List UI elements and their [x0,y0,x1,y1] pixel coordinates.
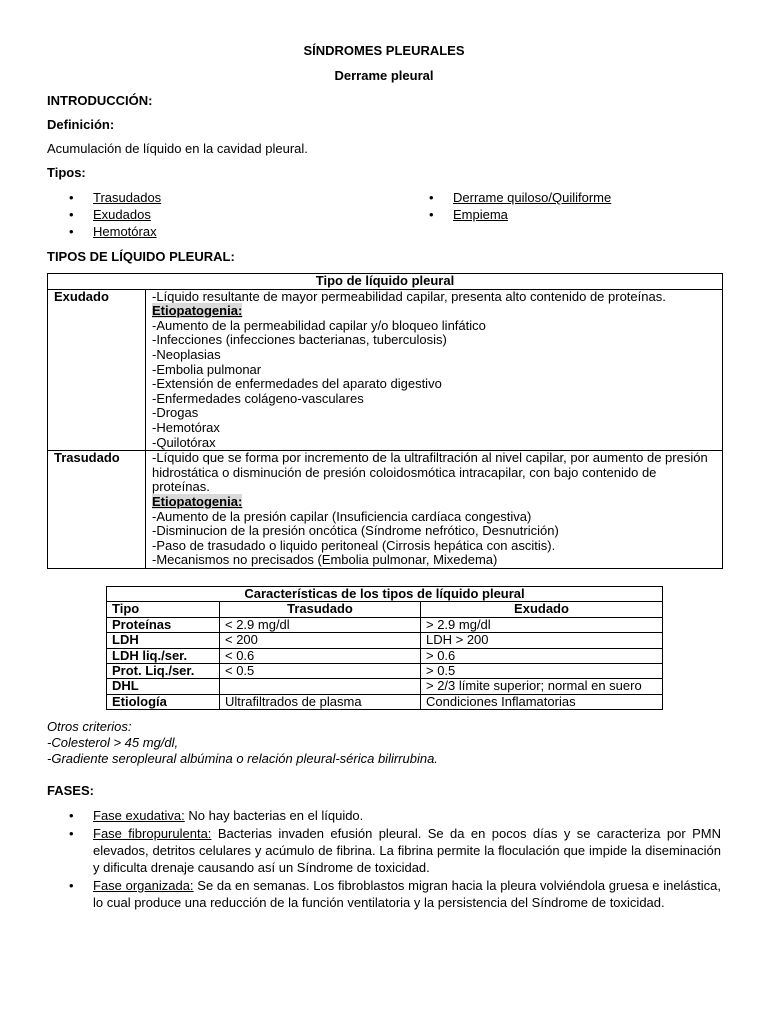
table-row [107,648,663,663]
other-criteria-item: -Gradiente seropleural albúmina o relación pleural-sérica bilirrubina. [47,751,438,767]
types-list-left [47,189,407,240]
header-tipo: Tipo [107,602,220,617]
type-derrame-quiloso: Derrame quiloso/Quiliforme [453,190,612,205]
trasudado-label: Trasudado [48,451,146,569]
exudado-cell [146,289,723,451]
phase-label: Fase organizada: [93,878,194,894]
list-item: -Mecanismos no precisados (Embolia pulmonar, Mixedema) [152,552,498,568]
table-cell: Condiciones Inflamatorias [421,694,663,709]
table-cell: > 0.5 [421,663,663,678]
other-criteria-item: -Colesterol > 45 mg/dl, [47,735,179,751]
table-row [107,617,663,632]
document-title: SÍNDROMES PLEURALES [303,43,465,58]
table-row [107,633,663,648]
row-label: DHL [107,679,220,694]
list-item [47,807,721,824]
list-item: -Enfermedades colágeno-vasculares [152,390,364,406]
table-row [107,694,663,709]
table-row [107,602,663,617]
table-cell [220,679,421,694]
table-row [107,679,663,694]
table-cell: > 2/3 límite superior; normal en suero [421,679,663,694]
list-item [47,877,721,911]
table-cell: Ultrafiltrados de plasma [220,694,421,709]
list-item [47,825,721,876]
type-empiema: Empiema [453,207,508,222]
phases-heading: FASES: [47,783,94,799]
list-item: -Paso de trasudado o liquido peritoneal (Cirrosis hepática con ascitis). [152,537,556,553]
table-row [107,663,663,678]
phase-label: Fase fibropurulenta: [93,826,212,842]
table-cell: LDH > 200 [421,633,663,648]
list-item [47,223,407,240]
header-trasudado: Trasudado [220,602,421,617]
exudado-etio-label: Etiopatogenia: [152,303,243,319]
fluid-table-title: Tipo de líquido pleural [48,274,723,290]
exudado-desc: -Líquido resultante de mayor permeabilidad capilar, presenta alto contenido de proteínas. [152,288,666,304]
document-subtitle: Derrame pleural [334,68,434,83]
list-item [47,189,407,206]
trasudado-cell [146,451,723,569]
list-item [47,206,407,223]
row-label: LDH [107,633,220,648]
row-label: LDH liq./ser. [107,648,220,663]
other-criteria-title: Otros criterios: [47,719,132,735]
row-label: Proteínas [107,617,220,632]
list-item: -Hemotórax [152,419,220,435]
list-item: -Disminucion de la presión oncótica (Síndrome nefrótico, Desnutrición) [152,523,559,539]
definition-text: Acumulación de líquido en la cavidad pleural. [47,141,308,156]
table-row [48,451,723,569]
characteristics-title: Características de los tipos de líquido pleural [107,586,663,601]
list-item: -Quilotórax [152,434,216,450]
table-cell: > 0.6 [421,648,663,663]
characteristics-table [106,586,663,710]
type-trasudados: Trasudados [93,190,162,205]
exudado-label: Exudado [48,289,146,451]
list-item: -Extensión de enfermedades del aparato digestivo [152,376,442,392]
types-heading: Tipos: [47,165,86,180]
table-row [107,586,663,601]
phases-list [47,807,721,911]
list-item [407,189,611,206]
intro-heading: INTRODUCCIÓN: [47,93,153,108]
phase-text: Se da en semanas. Los fibroblastos migran hacia la pleura volviéndola gruesa e inelástica, lo cual produce una reducción de la función ventilatoria y la persistencia del Síndrome de toxicidad. [93,878,722,911]
table-cell: < 200 [220,633,421,648]
definition-heading: Definición: [47,117,115,132]
trasudado-etio-label: Etiopatogenia: [152,493,243,509]
phase-text: Bacterias invaden efusión pleural. Se da en pocos días y se caracteriza por PMN elevados, detritos celulares y acúmulo de fibrina. La fibrina permite la floculación que impide la diseminación y dificulta drenaje causando así un Síndrome de toxicidad. [93,826,721,876]
row-label: Prot. Liq./ser. [107,663,220,678]
list-item: -Neoplasias [152,346,221,362]
exudado-etio-row [152,304,716,319]
trasudado-etio-row [152,495,716,510]
type-exudados: Exudados [93,207,151,222]
list-item: -Aumento de la presión capilar (Insuficiencia cardíaca congestiva) [152,508,532,524]
list-item: -Aumento de la permeabilidad capilar y/o bloqueo linfático [152,317,486,333]
list-item: -Infecciones (infecciones bacterianas, tuberculosis) [152,332,447,348]
row-label: Etiología [107,694,220,709]
list-item: -Embolia pulmonar [152,361,262,377]
types-list-right [407,189,611,240]
phase-text: No hay bacterias en el líquido. [184,808,364,824]
table-cell: > 2.9 mg/dl [421,617,663,632]
other-criteria [47,719,721,767]
table-row [48,274,723,290]
type-hemotorax: Hemotórax [93,224,157,239]
header-exudado: Exudado [421,602,663,617]
table-row [48,289,723,451]
table-cell: < 0.6 [220,648,421,663]
types-lists [47,189,721,240]
phase-label: Fase exudativa: [93,808,185,824]
table-cell: < 0.5 [220,663,421,678]
table-cell: < 2.9 mg/dl [220,617,421,632]
trasudado-desc: -Líquido que se forma por incremento de la ultrafiltración al nivel capilar, por aumento de presión hidrostática o disminución de presión coloidosmótica intracapilar, con bajo contenido de proteínas. [152,450,708,495]
fluid-types-table [47,273,723,569]
document-page [47,40,721,911]
fluid-types-heading: TIPOS DE LÍQUIDO PLEURAL: [47,249,235,264]
list-item [407,206,611,223]
list-item: -Drogas [152,405,199,421]
